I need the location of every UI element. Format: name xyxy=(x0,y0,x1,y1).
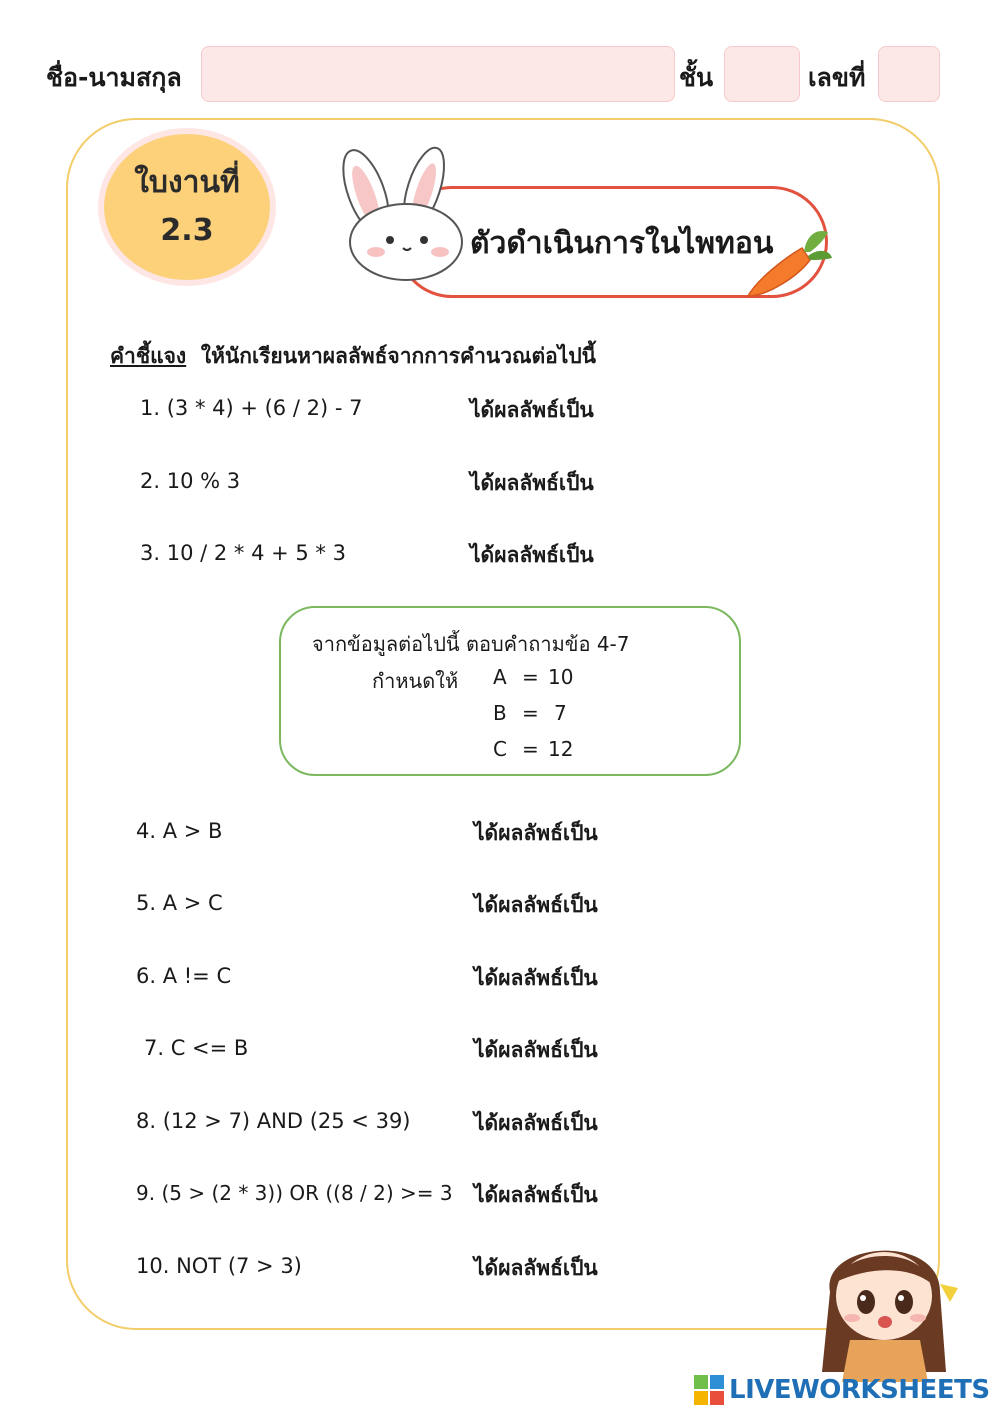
answer-label-9: ได้ผลลัพธ์เป็น xyxy=(474,1183,598,1207)
question-5: 5. A > C xyxy=(136,891,223,915)
badge-line2: 2.3 xyxy=(160,213,214,248)
question-6: 6. A != C xyxy=(136,964,232,988)
answer-label-3: ได้ผลลัพธ์เป็น xyxy=(470,543,594,567)
class-label: ชั้น xyxy=(679,63,714,92)
var-a-value: 10 xyxy=(548,665,574,689)
answer-label-6: ได้ผลลัพธ์เป็น xyxy=(474,966,598,990)
girl-mascot-icon xyxy=(800,1222,970,1382)
number-input[interactable] xyxy=(878,46,940,102)
answer-label-8: ได้ผลลัพธ์เป็น xyxy=(474,1111,598,1135)
var-b-value: 7 xyxy=(554,701,567,725)
given-label: กำหนดให้ xyxy=(372,669,459,693)
question-8: 8. (12 > 7) AND (25 < 39) xyxy=(136,1109,411,1133)
name-input[interactable] xyxy=(201,46,675,102)
var-b-name: B xyxy=(493,701,507,725)
answer-label-7: ได้ผลลัพธ์เป็น xyxy=(474,1038,598,1062)
var-c-name: C xyxy=(493,737,507,761)
answer-label-1: ได้ผลลัพธ์เป็น xyxy=(470,398,594,422)
question-7: 7. C <= B xyxy=(144,1036,249,1060)
instructions xyxy=(110,340,596,373)
instructions-label: คำชี้แจง xyxy=(110,344,187,368)
instructions-text: ให้นักเรียนหาผลลัพธ์จากการคำนวณต่อไปนี้ xyxy=(200,344,596,368)
number-label: เลขที่ xyxy=(808,63,866,92)
logo-text: LIVEWORKSHEETS xyxy=(729,1375,990,1405)
answer-label-5: ได้ผลลัพธ์เป็น xyxy=(474,893,598,917)
answer-label-4: ได้ผลลัพธ์เป็น xyxy=(474,821,598,845)
var-a-name: A xyxy=(493,665,507,689)
var-c-value: 12 xyxy=(548,737,574,761)
question-2: 2. 10 % 3 xyxy=(140,469,241,493)
question-1: 1. (3 * 4) + (6 / 2) - 7 xyxy=(140,396,363,420)
info-line1: จากข้อมูลต่อไปนี้ ตอบคำถามข้อ 4-7 xyxy=(312,632,630,656)
answer-label-10: ได้ผลลัพธ์เป็น xyxy=(474,1256,598,1280)
answer-label-2: ได้ผลลัพธ์เป็น xyxy=(470,471,594,495)
var-b-eq: = xyxy=(522,701,539,725)
liveworksheets-logo xyxy=(693,1374,990,1406)
question-3: 3. 10 / 2 * 4 + 5 * 3 xyxy=(140,541,346,565)
bunny-icon xyxy=(318,142,478,282)
question-9: 9. (5 > (2 * 3)) OR ((8 / 2) >= 3 xyxy=(136,1181,453,1205)
question-4: 4. A > B xyxy=(136,819,223,843)
question-10: 10. NOT (7 > 3) xyxy=(136,1254,302,1278)
var-a-eq: = xyxy=(522,665,539,689)
var-c-eq: = xyxy=(522,737,539,761)
logo-mark-icon xyxy=(693,1374,725,1406)
badge-line1: ใบงานที่ xyxy=(134,165,240,200)
name-label: ชื่อ-นามสกุล xyxy=(46,63,182,92)
page-title: ตัวดำเนินการในไพทอน xyxy=(470,226,774,261)
class-input[interactable] xyxy=(724,46,800,102)
worksheet-badge xyxy=(104,134,270,280)
